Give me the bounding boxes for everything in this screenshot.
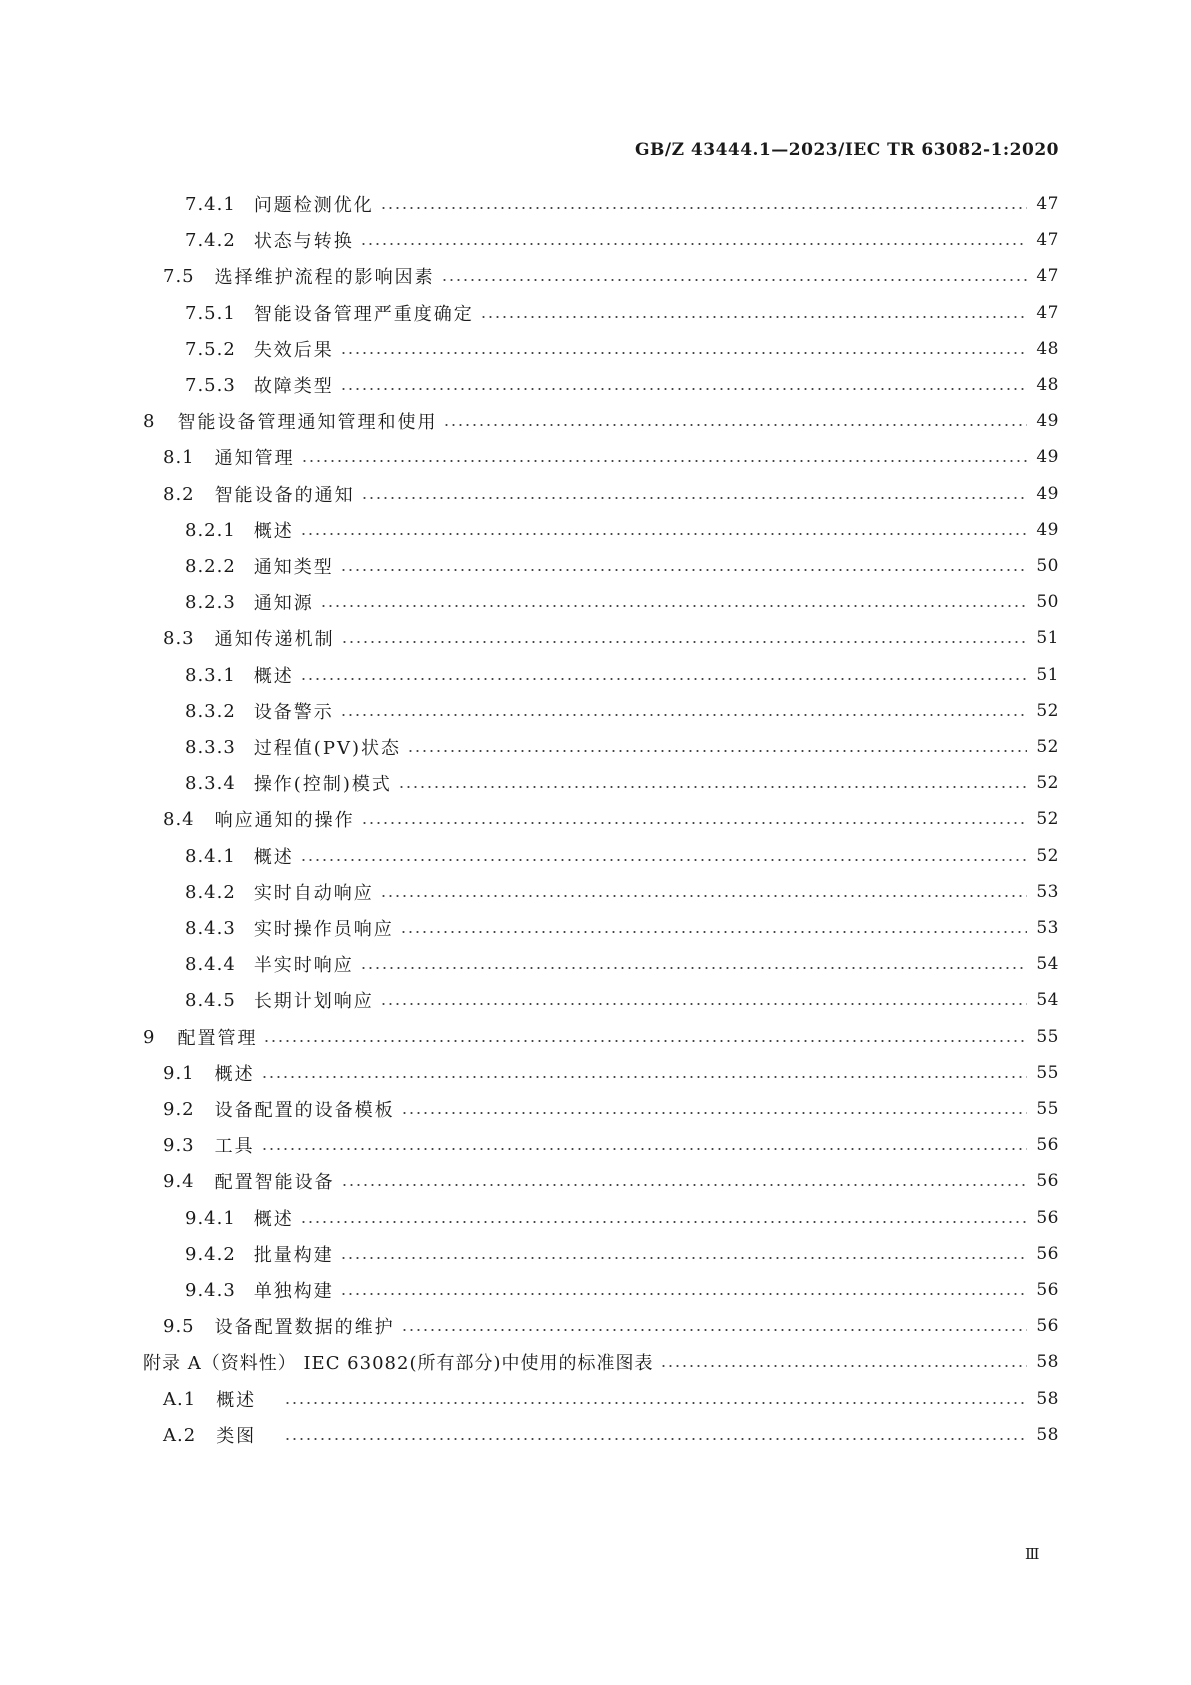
toc-entry-number: 8.4.1 bbox=[185, 845, 236, 867]
toc-entry[interactable] bbox=[0, 1420, 1059, 1450]
toc-leader-dots bbox=[407, 748, 1027, 754]
toc-entry[interactable] bbox=[0, 1203, 1059, 1233]
toc-entry-title: 失效后果 bbox=[253, 340, 334, 361]
toc-entry-title: 半实时响应 bbox=[253, 955, 354, 976]
toc-entry-page: 51 bbox=[1036, 665, 1059, 685]
toc-entry-number: 8.3.3 bbox=[185, 736, 236, 758]
toc-entry-title: 配置管理 bbox=[177, 1028, 258, 1049]
toc-leader-dots bbox=[443, 422, 1027, 428]
toc-leader-dots bbox=[360, 241, 1027, 247]
toc-entry-page: 56 bbox=[1036, 1208, 1059, 1228]
toc-entry-page: 58 bbox=[1036, 1352, 1059, 1372]
toc-leader-dots bbox=[301, 458, 1027, 464]
toc-entry[interactable] bbox=[0, 225, 1059, 255]
toc-entry-number: 9.4 bbox=[163, 1170, 195, 1192]
toc-entry-page: 48 bbox=[1036, 339, 1059, 359]
toc-entry-page: 55 bbox=[1036, 1099, 1059, 1119]
toc-leader-dots bbox=[401, 1110, 1027, 1116]
toc-entry-page: 55 bbox=[1036, 1027, 1059, 1047]
toc-entry[interactable] bbox=[0, 1311, 1059, 1341]
toc-entry-page: 53 bbox=[1036, 918, 1059, 938]
toc-entry-page: 47 bbox=[1036, 230, 1059, 250]
toc-entry-title: 通知类型 bbox=[253, 557, 334, 578]
toc-entry[interactable] bbox=[0, 660, 1059, 690]
toc-entry-title: 状态与转换 bbox=[253, 231, 354, 252]
toc-entry-page: 49 bbox=[1036, 520, 1059, 540]
toc-entry-number: 7.4.2 bbox=[185, 229, 236, 251]
toc-entry-number: 7.5 bbox=[163, 265, 195, 287]
toc-leader-dots bbox=[400, 929, 1027, 935]
toc-entry-title: 概述 bbox=[253, 521, 294, 542]
toc-entry[interactable] bbox=[0, 1130, 1059, 1160]
toc-entry-number: 8.3 bbox=[163, 627, 195, 649]
toc-entry-title: 类图 bbox=[216, 1426, 257, 1447]
toc-entry[interactable] bbox=[0, 913, 1059, 943]
toc-leader-dots bbox=[380, 893, 1027, 899]
toc-entry-title: 设备配置数据的维护 bbox=[214, 1317, 395, 1338]
toc-leader-dots bbox=[261, 1146, 1027, 1152]
toc-entry[interactable] bbox=[0, 406, 1059, 436]
toc-entry[interactable] bbox=[0, 985, 1059, 1015]
toc-entry[interactable] bbox=[0, 370, 1059, 400]
toc-entry-page: 47 bbox=[1036, 303, 1059, 323]
toc-entry-page: 50 bbox=[1036, 556, 1059, 576]
toc-entry-number: 7.4.1 bbox=[185, 193, 236, 215]
toc-leader-dots bbox=[361, 820, 1027, 826]
toc-entry-page: 49 bbox=[1036, 447, 1059, 467]
toc-entry-number: 8.2.2 bbox=[185, 555, 236, 577]
toc-entry-page: 58 bbox=[1036, 1389, 1059, 1409]
toc-entry-title: 过程值(PV)状态 bbox=[253, 738, 401, 759]
toc-entry[interactable] bbox=[0, 768, 1059, 798]
toc-entry-number: 9 bbox=[143, 1026, 156, 1048]
toc-leader-dots bbox=[341, 1182, 1027, 1188]
toc-entry[interactable] bbox=[0, 442, 1059, 472]
toc-entry-title: 选择维护流程的影响因素 bbox=[214, 267, 435, 288]
toc-entry[interactable] bbox=[0, 261, 1059, 291]
toc-entry-page: 54 bbox=[1036, 954, 1059, 974]
toc-entry-page: 47 bbox=[1036, 194, 1059, 214]
toc-entry[interactable] bbox=[0, 1384, 1059, 1414]
toc-entry-page: 58 bbox=[1036, 1425, 1059, 1445]
toc-entry-title: 设备警示 bbox=[253, 702, 334, 723]
toc-entry-number: 8.1 bbox=[163, 446, 195, 468]
toc-entry-title: 通知源 bbox=[253, 593, 314, 614]
toc-leader-dots bbox=[340, 712, 1027, 718]
page-number: Ⅲ bbox=[1025, 1545, 1040, 1563]
toc-entry-number: 8.4.2 bbox=[185, 881, 236, 903]
toc-entry-number: 8 bbox=[143, 410, 156, 432]
toc-entry-number: 7.5.3 bbox=[185, 374, 236, 396]
toc-leader-dots bbox=[284, 1436, 1027, 1442]
toc-entry-title: 概述 bbox=[216, 1390, 257, 1411]
toc-entry-page: 56 bbox=[1036, 1316, 1059, 1336]
toc-entry[interactable] bbox=[0, 1058, 1059, 1088]
toc-entry-title: 智能设备管理严重度确定 bbox=[253, 304, 474, 325]
toc-leader-dots bbox=[300, 857, 1027, 863]
toc-entry[interactable] bbox=[0, 1275, 1059, 1305]
toc-entry-number: 8.4 bbox=[163, 808, 195, 830]
toc-entry[interactable] bbox=[0, 189, 1059, 219]
toc-leader-dots bbox=[284, 1400, 1027, 1406]
table-of-contents bbox=[0, 189, 1191, 1539]
toc-leader-dots bbox=[398, 784, 1027, 790]
toc-leader-dots bbox=[261, 1074, 1027, 1080]
toc-entry[interactable] bbox=[0, 334, 1059, 364]
toc-entry-number: 8.2.1 bbox=[185, 519, 236, 541]
toc-entry-page: 54 bbox=[1036, 990, 1059, 1010]
toc-entry-number: 8.4.4 bbox=[185, 953, 236, 975]
toc-entry-page: 47 bbox=[1036, 266, 1059, 286]
toc-entry-title: 实时自动响应 bbox=[253, 883, 374, 904]
toc-entry[interactable] bbox=[0, 515, 1059, 545]
toc-entry-page: 49 bbox=[1036, 484, 1059, 504]
toc-entry-number: 7.5.2 bbox=[185, 338, 236, 360]
toc-leader-dots bbox=[320, 603, 1027, 609]
toc-entry[interactable] bbox=[0, 298, 1059, 328]
toc-entry[interactable] bbox=[0, 841, 1059, 871]
toc-entry-page: 56 bbox=[1036, 1135, 1059, 1155]
standard-header: GB/Z 43444.1—2023/IEC TR 63082-1:2020 bbox=[634, 140, 1059, 160]
toc-entry-title: 通知传递机制 bbox=[214, 629, 335, 650]
toc-entry-number: A.2 bbox=[163, 1424, 197, 1446]
toc-leader-dots bbox=[340, 567, 1027, 573]
toc-entry-title: 概述 bbox=[214, 1064, 255, 1085]
toc-entry-title: 通知管理 bbox=[214, 448, 295, 469]
toc-leader-dots bbox=[380, 1001, 1027, 1007]
toc-entry-title: 智能设备管理通知管理和使用 bbox=[177, 412, 438, 433]
toc-leader-dots bbox=[441, 277, 1027, 283]
toc-leader-dots bbox=[480, 314, 1027, 320]
toc-entry-number: 8.2 bbox=[163, 483, 195, 505]
toc-entry-number: 8.3.2 bbox=[185, 700, 236, 722]
toc-entry-number: 9.3 bbox=[163, 1134, 195, 1156]
toc-entry-title: 设备配置的设备模板 bbox=[214, 1100, 395, 1121]
toc-entry-title: 问题检测优化 bbox=[253, 195, 374, 216]
toc-entry-page: 50 bbox=[1036, 592, 1059, 612]
toc-entry-title: 长期计划响应 bbox=[253, 991, 374, 1012]
toc-entry-page: 48 bbox=[1036, 375, 1059, 395]
toc-entry[interactable] bbox=[0, 804, 1059, 834]
toc-entry-number: 9.2 bbox=[163, 1098, 195, 1120]
toc-entry[interactable] bbox=[0, 1022, 1059, 1052]
toc-entry-title: 概述 bbox=[253, 666, 294, 687]
toc-leader-dots bbox=[380, 205, 1027, 211]
toc-entry[interactable] bbox=[0, 479, 1059, 509]
toc-entry-title: 响应通知的操作 bbox=[214, 810, 355, 831]
toc-entry-page: 51 bbox=[1036, 628, 1059, 648]
toc-entry-page: 52 bbox=[1036, 773, 1059, 793]
toc-leader-dots bbox=[340, 350, 1027, 356]
toc-entry-title: 批量构建 bbox=[253, 1245, 334, 1266]
toc-entry-page: 55 bbox=[1036, 1063, 1059, 1083]
toc-leader-dots bbox=[360, 965, 1027, 971]
toc-entry[interactable] bbox=[0, 696, 1059, 726]
toc-entry-number: 8.2.3 bbox=[185, 591, 236, 613]
toc-entry-title: 实时操作员响应 bbox=[253, 919, 394, 940]
toc-entry-title: 故障类型 bbox=[253, 376, 334, 397]
toc-entry-number: 9.5 bbox=[163, 1315, 195, 1337]
toc-entry-title: 工具 bbox=[214, 1136, 255, 1157]
toc-entry-page: 53 bbox=[1036, 882, 1059, 902]
toc-entry-page: 56 bbox=[1036, 1244, 1059, 1264]
toc-entry[interactable] bbox=[0, 1094, 1059, 1124]
toc-leader-dots bbox=[401, 1327, 1027, 1333]
toc-entry-page: 52 bbox=[1036, 737, 1059, 757]
toc-leader-dots bbox=[340, 1255, 1027, 1261]
toc-leader-dots bbox=[660, 1363, 1028, 1369]
toc-entry[interactable] bbox=[0, 551, 1059, 581]
toc-entry-title: 概述 bbox=[253, 1209, 294, 1230]
toc-entry-number: 9.4.1 bbox=[185, 1207, 236, 1229]
toc-leader-dots bbox=[340, 386, 1027, 392]
toc-entry[interactable] bbox=[0, 732, 1059, 762]
toc-entry-title: 附录 A（资料性） IEC 63082(所有部分)中使用的标准图表 bbox=[143, 1353, 654, 1374]
toc-leader-dots bbox=[340, 1291, 1027, 1297]
toc-entry-number: 8.3.1 bbox=[185, 664, 236, 686]
toc-entry-page: 52 bbox=[1036, 846, 1059, 866]
toc-entry[interactable] bbox=[0, 949, 1059, 979]
toc-entry-number: 7.5.1 bbox=[185, 302, 236, 324]
toc-entry-page: 56 bbox=[1036, 1280, 1059, 1300]
toc-entry[interactable] bbox=[0, 877, 1059, 907]
toc-entry-page: 52 bbox=[1036, 701, 1059, 721]
toc-entry-number: 9.4.2 bbox=[185, 1243, 236, 1265]
toc-entry-page: 49 bbox=[1036, 411, 1059, 431]
toc-leader-dots bbox=[300, 676, 1027, 682]
toc-leader-dots bbox=[361, 495, 1027, 501]
toc-entry[interactable] bbox=[0, 587, 1059, 617]
toc-entry-title: 智能设备的通知 bbox=[214, 485, 355, 506]
toc-entry[interactable] bbox=[0, 1239, 1059, 1269]
toc-entry-title: 操作(控制)模式 bbox=[253, 774, 392, 795]
toc-entry-number: A.1 bbox=[163, 1388, 197, 1410]
toc-entry-page: 52 bbox=[1036, 809, 1059, 829]
toc-entry-number: 8.3.4 bbox=[185, 772, 236, 794]
toc-entry-title: 概述 bbox=[253, 847, 294, 868]
toc-entry-number: 8.4.3 bbox=[185, 917, 236, 939]
toc-entry-number: 9.4.3 bbox=[185, 1279, 236, 1301]
toc-leader-dots bbox=[300, 531, 1027, 537]
toc-entry-title: 单独构建 bbox=[253, 1281, 334, 1302]
toc-entry-title: 配置智能设备 bbox=[214, 1172, 335, 1193]
toc-leader-dots bbox=[263, 1038, 1027, 1044]
toc-entry-number: 8.4.5 bbox=[185, 989, 236, 1011]
toc-entry-number: 9.1 bbox=[163, 1062, 195, 1084]
toc-leader-dots bbox=[300, 1219, 1027, 1225]
toc-leader-dots bbox=[341, 639, 1027, 645]
toc-entry[interactable] bbox=[0, 1166, 1059, 1196]
toc-entry[interactable] bbox=[0, 623, 1059, 653]
toc-entry-page: 56 bbox=[1036, 1171, 1059, 1191]
toc-entry[interactable] bbox=[0, 1347, 1059, 1377]
